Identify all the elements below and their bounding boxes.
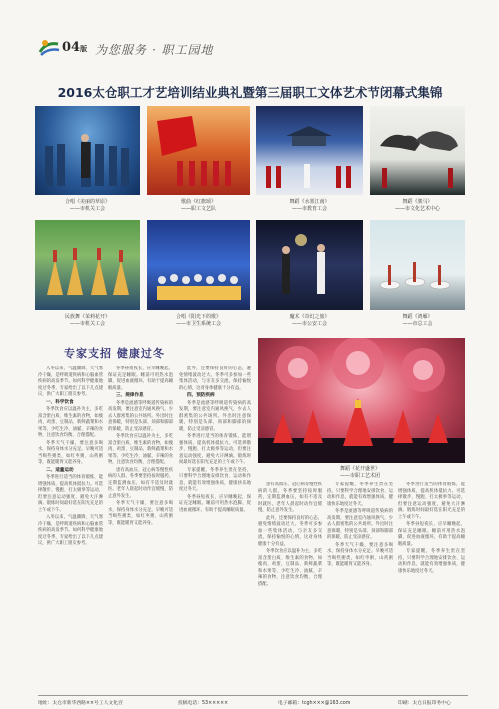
caption-7: 魔术《奇幻之旅》 ——市公安工会 xyxy=(289,314,330,327)
subheading: 四、预防疾病 xyxy=(187,393,215,398)
paragraph: 冬季昼短夜长，应早睡晚起，保证充足睡眠。睡前可用热水泡脚，促进血液循环，有助于提高睡眠质量。 xyxy=(398,522,465,547)
page-number: 04版 xyxy=(62,40,88,55)
caption-3: 舞蹈《水墨江南》 ——市教育工会 xyxy=(289,199,330,212)
paragraph: 冬季昼短夜长，应早睡晚起，保证充足睡眠。睡前可用热水泡脚，促进血液循环，有助于提高睡眠质量。 xyxy=(179,494,251,513)
article-title: 专家支招 健康过冬 xyxy=(64,347,165,360)
caption-5: 民族舞《茉莉花开》 ——市机关工会 xyxy=(64,314,110,327)
paragraph: 冬季进行适当的体育锻炼，能增强体质，提高机体抵抗力。可选择散步、慢跑、打太极拳等运动，但要注意运动强度，避免大汗淋漓。锻炼时间最好选在阳光充足的上午或下午。 xyxy=(38,475,103,513)
photo-red-flag xyxy=(147,106,250,195)
section-title: 为您服务 · 职工园地 xyxy=(95,43,214,57)
article-column-2 xyxy=(108,366,173,692)
article-column-6 xyxy=(398,482,465,692)
article-column-1 xyxy=(38,366,103,692)
footer-printer: 印刷：太仓日报印务中心 xyxy=(398,701,451,706)
paragraph: 冬季是流感等呼吸道传染病的高发期，要注意室内通风换气，少去人群密集的公共场所。外出时注意保暖，特别是头部、颈部和脚部的保暖，防止受凉感冒。 xyxy=(179,400,251,432)
performers-graphic xyxy=(35,106,140,195)
paragraph: 专家提醒，冬季养生贵在坚持，只要科学合理地安排饮食、运动和作息，就能有效增强体质，健康快乐地度过冬天。 xyxy=(179,467,251,492)
photo-stage-flowers xyxy=(258,338,465,463)
subheading: 三、规律作息 xyxy=(116,393,144,398)
paragraph: 专家提醒，冬季养生贵在坚持，只要科学合理地安排饮食、运动和作息，就能有效增强体质，健康快乐地度过冬天。 xyxy=(327,482,393,507)
caption-2: 歌曲《红旗颂》 ——职工文艺队 xyxy=(180,199,216,212)
headline: 2016太仓职工才艺培训结业典礼暨第三届职工文体艺术节闭幕式集锦 xyxy=(57,85,443,100)
page-header xyxy=(0,0,499,70)
paragraph: 冬季进行适当的体育锻炼，能增强体质，提高机体抵抗力。可选择散步、慢跑、打太极拳等运动，但要注意运动强度，避免大汗淋漓。锻炼时间最好选在阳光充足的上午或下午。 xyxy=(398,482,465,520)
paragraph: 冬季饮食应以温补为主，多吃富含蛋白质、维生素的食物，如瘦肉、鸡蛋、豆制品、新鲜蔬菜和水果等，少吃生冷、油腻、辛辣的食物，注意饮食均衡，合理搭配。 xyxy=(258,549,322,587)
photo-swan-dance xyxy=(370,220,465,310)
caption-stage: 舞蹈《花开盛世》 ——市职工艺术团 xyxy=(339,466,380,479)
footer-email: 电子邮箱：tcgh×××@163.com xyxy=(278,701,351,706)
paragraph: 冬季是流感等呼吸道传染病的高发期，要注意室内通风换气，少去人群密集的公共场所。外出时注意保暖，特别是头部、颈部和脚部的保暖，防止受凉感冒。 xyxy=(327,509,393,540)
caption-6: 合唱《阳光下的歌》 ——市卫生系统工会 xyxy=(175,314,221,327)
paragraph: 专家提醒，冬季养生贵在坚持，只要科学合理地安排饮食、运动和作息，就能有效增强体质，健康快乐地度过冬天。 xyxy=(398,549,465,574)
article-column-5 xyxy=(327,482,393,692)
flower-stage-graphic xyxy=(258,338,465,463)
photo-chorus xyxy=(35,106,140,195)
paragraph: 冬季天气干燥，要注意多喝水，保持身体水分充足。早晚可适当喝些粥类，如红枣粥、山药粥等，既能暖胃又能养身。 xyxy=(38,440,103,465)
photo-horses xyxy=(370,106,465,195)
photo-children-chorus xyxy=(147,220,250,310)
paragraph: 患有高血压、冠心病等慢性疾病的人群，冬季要坚持按时服药，定期监测血压，如有不适及时就医。老年人晨起时动作宜缓慢，防止意外发生。 xyxy=(258,482,322,513)
flag-stage-graphic xyxy=(147,106,250,195)
pavilion-graphic xyxy=(256,106,363,195)
paragraph: 冬季是流感等呼吸道传染病的高发期，要注意室内通风换气，少去人群密集的公共场所。外出时注意保暖，特别是头部、颈部和脚部的保暖，防止受凉感冒。 xyxy=(108,400,173,432)
photo-folk-dance xyxy=(35,220,140,310)
paragraph: 冬季饮食应以温补为主，多吃富含蛋白质、维生素的食物，如瘦肉、鸡蛋、豆制品、新鲜蔬菜和水果等，少吃生冷、油腻、辛辣的食物，注意饮食均衡，合理搭配。 xyxy=(108,434,173,465)
paragraph: 冬季饮食应以温补为主，多吃富含蛋白质、维生素的食物，如瘦肉、鸡蛋、豆制品、新鲜蔬菜和水果等，少吃生冷、油腻、辛辣的食物，注意饮食均衡，合理搭配。 xyxy=(38,407,103,438)
subheading: 一、科学饮食 xyxy=(46,399,74,405)
paragraph: 冬季昼短夜长，应早睡晚起，保证充足睡眠。睡前可用热水泡脚，促进血液循环，有助于提高睡眠质量。 xyxy=(108,366,173,391)
horse-painting-graphic xyxy=(370,106,465,195)
article-column-3 xyxy=(179,366,251,692)
caption-4: 舞蹈《骏马》 ——市文化艺术中心 xyxy=(394,199,440,212)
paragraph: 入冬以来，气温骤降，天气寒冷干燥，是呼吸道疾病和心脑血管疾病的高发季节。如何科学健康地度过冬季，专家给出了以下几点建议，供广大职工朋友参考。 xyxy=(38,515,103,546)
union-logo-icon xyxy=(38,38,60,56)
page-footer xyxy=(38,695,468,706)
caption-8: 舞蹈《鸿雁》 ——市总工会 xyxy=(402,314,433,327)
paragraph: 入冬以来，气温骤降，天气寒冷干燥，是呼吸道疾病和心脑血管疾病的高发季节。如何科学健康地度过冬季，专家给出了以下几点建议，供广大职工朋友参考。 xyxy=(38,366,103,397)
article-column-4 xyxy=(258,482,322,692)
paragraph: 此外，还要保持良好的心态，避免情绪波动过大。冬季可多参加一些集体活动，与亲友多交流，保持愉悦的心情，这对身体健康十分有益。 xyxy=(258,515,322,547)
paragraph: 冬季进行适当的体育锻炼，能增强体质，提高机体抵抗力。可选择散步、慢跑、打太极拳等运动，但要注意运动强度，避免大汗淋漓。锻炼时间最好选在阳光充足的上午或下午。 xyxy=(179,434,251,465)
caption-1: 合唱《美丽的草原》 ——市机关工会 xyxy=(64,199,110,212)
choir-graphic xyxy=(147,220,250,310)
photo-magic xyxy=(256,220,363,310)
ballet-graphic xyxy=(370,220,465,310)
photo-ink-dance xyxy=(256,106,363,195)
paragraph: 冬季天气干燥，要注意多喝水，保持身体水分充足。早晚可适当喝些粥类，如红枣粥、山药粥等，既能暖胃又能养身。 xyxy=(108,501,173,526)
dancers-graphic xyxy=(35,220,140,310)
footer-phone: 投稿电话：53××××× xyxy=(178,701,229,706)
magician-graphic xyxy=(256,220,363,310)
subheading: 二、适量运动 xyxy=(46,467,74,473)
footer-address: 地址：太仓市新华西路××号工人文化宫 xyxy=(38,701,123,706)
paragraph: 患有高血压、冠心病等慢性疾病的人群，冬季要坚持按时服药，定期监测血压，如有不适及时就医。老年人晨起时动作宜缓慢，防止意外发生。 xyxy=(108,467,173,499)
paragraph: 冬季天气干燥，要注意多喝水，保持身体水分充足。早晚可适当喝些粥类，如红枣粥、山药粥等，既能暖胃又能养身。 xyxy=(327,542,393,567)
paragraph: 此外，还要保持良好的心态，避免情绪波动过大。冬季可多参加一些集体活动，与亲友多交流，保持愉悦的心情，这对身体健康十分有益。 xyxy=(179,366,251,391)
